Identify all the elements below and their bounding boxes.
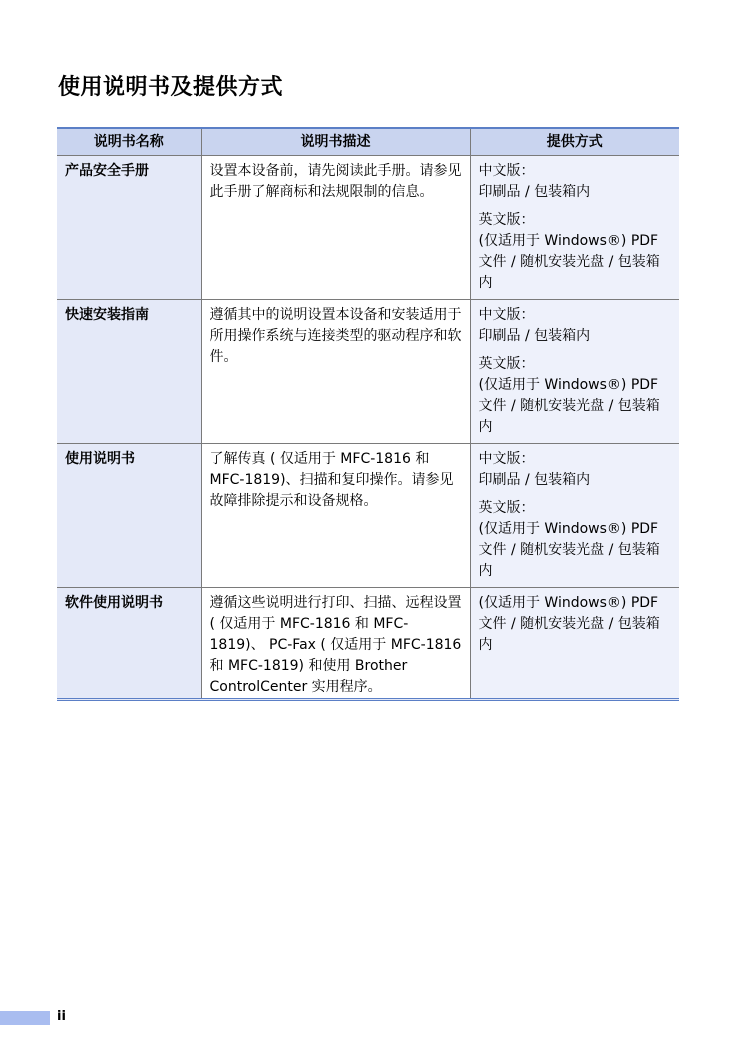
edition-english: [479, 354, 672, 438]
edition-text: (仅适用于 Windows®) PDF 文件 / 随机安装光盘 / 包装箱内: [478, 377, 660, 435]
manual-description: 遵循这些说明进行打印、扫描、远程设置 ( 仅适用于 MFC-1816 和 MFC-1819)、 PC-Fax ( 仅适用于 MFC-1816 和 MFC-1819) 和使用 Brother ControlCenter 实用程序。: [201, 588, 470, 699]
edition-english: [479, 593, 672, 656]
manual-name: 使用说明书: [57, 444, 201, 588]
edition-english: [479, 498, 672, 582]
edition-label: 中文版：: [478, 451, 535, 467]
edition-text: 印刷品 / 包装箱内: [478, 328, 591, 344]
edition-text: (仅适用于 Windows®) PDF 文件 / 随机安装光盘 / 包装箱内: [478, 233, 660, 291]
edition-label: 中文版：: [478, 163, 535, 179]
edition-chinese: [479, 161, 672, 203]
manual-name: 快速安装指南: [57, 300, 201, 444]
edition-english: [479, 210, 672, 294]
manual-name: 产品安全手册: [57, 156, 201, 300]
edition-chinese: [479, 449, 672, 491]
manual-description: 遵循其中的说明设置本设备和安装适用于所用操作系统与连接类型的驱动程序和软件。: [201, 300, 470, 444]
header-provision: 提供方式: [470, 129, 679, 156]
table-row: [57, 444, 679, 588]
edition-chinese: [479, 305, 672, 347]
provision-cell: [470, 444, 679, 588]
table-header-row: [57, 129, 679, 156]
provision-cell: [470, 588, 679, 699]
header-manual-description: 说明书描述: [201, 129, 470, 156]
table-row: [57, 156, 679, 300]
edition-label: 英文版：: [478, 356, 535, 372]
provision-cell: [470, 156, 679, 300]
page-number: ii: [57, 1009, 66, 1024]
manuals-table: [57, 127, 679, 701]
manual-description: 了解传真 ( 仅适用于 MFC-1816 和 MFC-1819)、扫描和复印操作。请参见故障排除提示和设备规格。: [201, 444, 470, 588]
edition-label: 中文版：: [478, 307, 535, 323]
manual-description: 设置本设备前，请先阅读此手册。请参见此手册了解商标和法规限制的信息。: [201, 156, 470, 300]
footer-tab-bar: [0, 1011, 50, 1025]
edition-label: 英文版：: [478, 500, 535, 516]
edition-text: (仅适用于 Windows®) PDF 文件 / 随机安装光盘 / 包装箱内: [478, 595, 660, 653]
edition-text: 印刷品 / 包装箱内: [478, 184, 591, 200]
table-row: [57, 588, 679, 699]
edition-label: 英文版：: [478, 212, 535, 228]
edition-text: (仅适用于 Windows®) PDF 文件 / 随机安装光盘 / 包装箱内: [478, 521, 660, 579]
manual-name: 软件使用说明书: [57, 588, 201, 699]
provision-cell: [470, 300, 679, 444]
page-title: 使用说明书及提供方式: [58, 75, 284, 100]
table-row: [57, 300, 679, 444]
header-manual-name: 说明书名称: [57, 129, 201, 156]
edition-text: 印刷品 / 包装箱内: [478, 472, 591, 488]
